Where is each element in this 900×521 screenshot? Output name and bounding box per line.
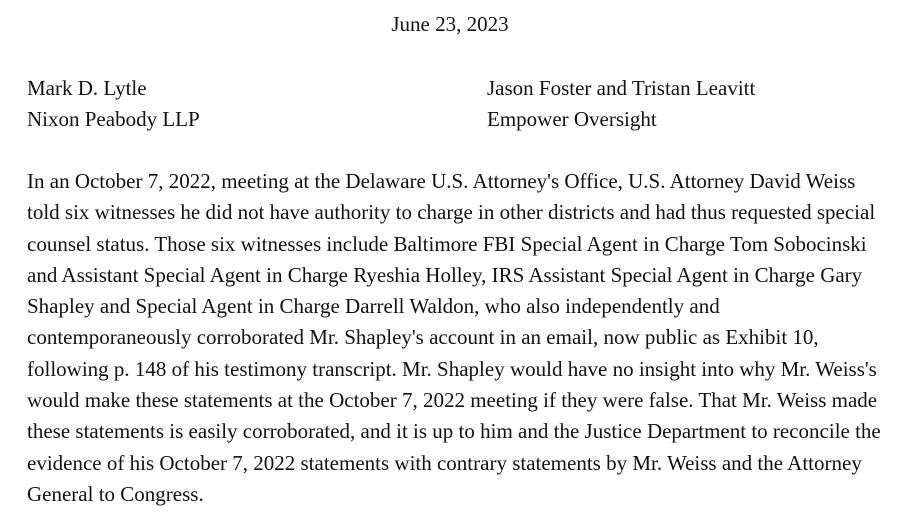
left-party-name: Mark D. Lytle <box>27 76 147 100</box>
left-party-block <box>27 73 200 135</box>
right-party-name: Jason Foster and Tristan Leavitt <box>487 76 756 100</box>
statement-paragraph: In an October 7, 2022, meeting at the Delaware U.S. Attorney's Office, U.S. Attorney David Weiss told six witnesses he did not have authority to charge in other districts and had thus requested special counsel status. Those six witnesses include Baltimore FBI Special Agent in Charge Tom Sobocinski and Assistant Special Agent in Charge Ryeshia Holley, IRS Assistant Special Agent in Charge Gary Shapley and Special Agent in Charge Darrell Waldon, who also independently and contemporaneously corroborated Mr. Shapley's account in an email, now public as Exhibit 10, following p. 148 of his testimony transcript. Mr. Shapley would have no insight into why Mr. Weiss's would make these statements at the October 7, 2022 meeting if they were false. That Mr. Weiss made these statements is easily corroborated, and it is up to him and the Justice Department to reconcile the evidence of his October 7, 2022 statements with contrary statements by Mr. Weiss and the Attorney General to Congress. <box>27 169 881 506</box>
left-party-firm: Nixon Peabody LLP <box>27 107 200 131</box>
right-party-firm: Empower Oversight <box>487 107 657 131</box>
right-party-block <box>487 73 755 135</box>
document-date: June 23, 2023 <box>391 12 509 36</box>
